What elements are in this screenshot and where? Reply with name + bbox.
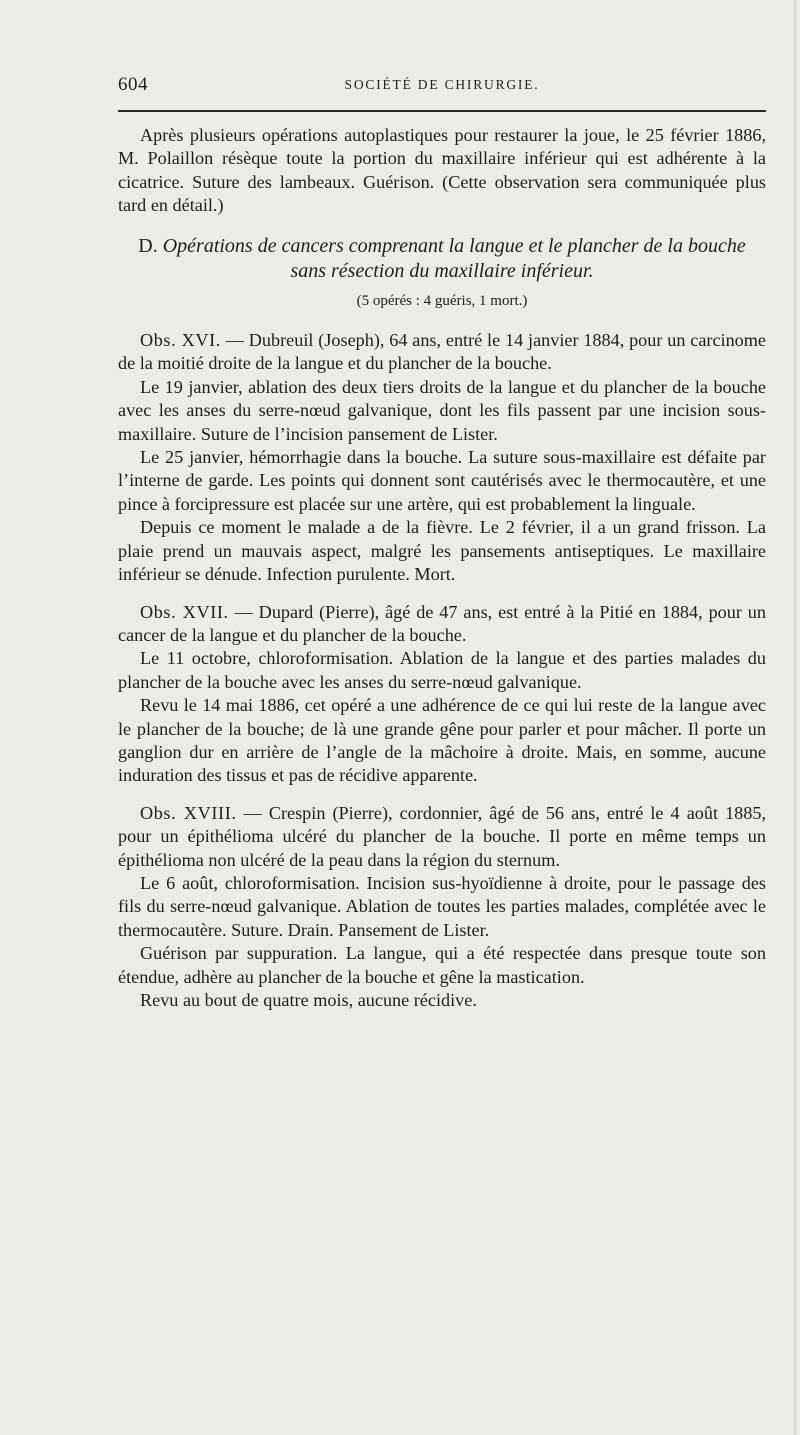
observation-label: Obs. XVII.: [140, 601, 229, 622]
observation-text: — Crespin (Pierre), cordonnier, âgé de 56 ans, entré le 4 août 1885, pour un épithélioma ulcéré du plancher de la bouche. Il porte en même temps un épithélioma non ulcéré de la peau dans la région du sternum.: [118, 802, 767, 870]
observation-paragraph: Le 11 octobre, chloroformisation. Ablation de la langue et des parties malades du plancher de la bouche avec les anses du serre-nœud galvanique.: [118, 648, 766, 692]
section-letter: D.: [138, 234, 158, 257]
observation-xvi: [118, 329, 766, 586]
observation-paragraph: Le 6 août, chloroformisation. Incision sus-hyoïdienne à droite, pour le passage des fils du serre-nœud galvanique. Ablation de toutes les parties malades, complétée avec le thermocautère. Suture. Drain. Pansement de Lister.: [118, 872, 766, 940]
intro-paragraph: Après plusieurs opérations autoplastiques pour restaurer la joue, le 25 février 1886, M. Polaillon résèque toute la portion du maxillaire inférieur qui est adhérente à la cicatrice. Suture des lambeaux. Guérison. (Cette observation sera communiquée plus tard en détail.): [118, 125, 766, 216]
page-header: [118, 74, 766, 102]
observation-paragraph: Le 25 janvier, hémorrhagie dans la bouche. La suture sous-maxillaire est défaite par l’interne de garde. Les points qui donnent sont cautérisés avec le thermocautère, et une pince à forcipressure est placée sur une artère, qui est probablement la linguale.: [118, 447, 766, 514]
section-title: Opérations de cancers comprenant la langue et le plancher de la bouche sans résection du maxillaire inférieur.: [162, 234, 746, 282]
observation-text: — Dubreuil (Joseph), 64 ans, entré le 14 janvier 1884, pour un carcinome de la moitié droite de la langue et du plancher de la bouche.: [118, 330, 766, 374]
observation-paragraph: [118, 802, 766, 872]
header-rule: [118, 110, 766, 112]
observation-paragraph: Depuis ce moment le malade a de la fièvre. Le 2 février, il a un grand frisson. La plaie prend un mauvais aspect, malgré les pansements antiseptiques. Le maxillaire inférieur se dénude. Infection purulente. Mort.: [118, 517, 766, 585]
observation-xviii: [118, 802, 766, 1013]
observation-label: Obs. XVI.: [140, 330, 221, 351]
running-head: SOCIÉTÉ DE CHIRURGIE.: [344, 77, 540, 92]
observation-paragraph: Le 19 janvier, ablation des deux tiers droits de la langue et du plancher de la bouche avec les anses du serre-nœud galvanique, dont les fils passent par une incision sous-maxillaire. Suture de l’incision pansement de Lister.: [118, 376, 766, 444]
observation-paragraph: [118, 601, 766, 648]
observation-paragraph: Revu au bout de quatre mois, aucune récidive.: [140, 990, 477, 1010]
observation-paragraph: Guérison par suppuration. La langue, qui a été respectée dans presque toute son étendue, adhère au plancher de la bouche et gêne la mastication.: [118, 943, 766, 987]
observation-text: — Dupard (Pierre), âgé de 47 ans, est entré à la Pitié en 1884, pour un cancer de la langue et du plancher de la bouche.: [118, 601, 766, 645]
page-edge: [794, 0, 800, 1435]
observation-label: Obs. XVIII.: [140, 802, 237, 823]
page-number: 604: [118, 74, 148, 95]
page-body: [118, 124, 766, 1012]
observation-paragraph: [118, 329, 766, 376]
section-heading: [118, 234, 766, 284]
section-count: (5 opérés : 4 guéris, 1 mort.): [356, 292, 528, 309]
observation-xvii: [118, 601, 766, 788]
observation-paragraph: Revu le 14 mai 1886, cet opéré a une adhérence de ce qui lui reste de la langue avec le plancher de la bouche; de là une grande gêne pour parler et pour mâcher. Il porte un ganglion dur en arrière de l’angle de la mâchoire à droite. Mais, en somme, aucune induration des tissus et pas de récidive apparente.: [118, 695, 766, 786]
